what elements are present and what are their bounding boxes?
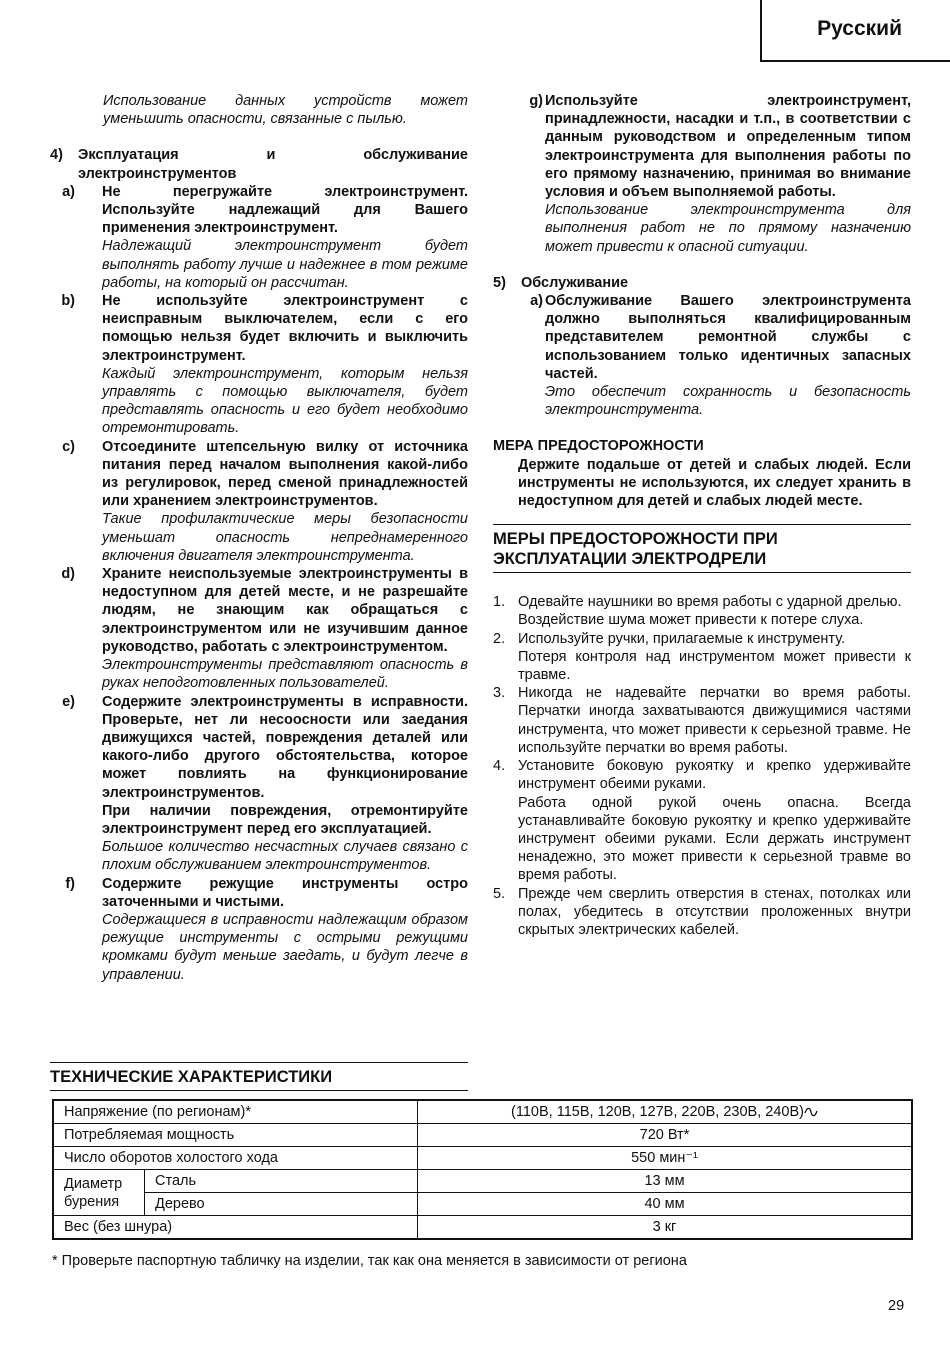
drill-diameter-label: Диаметр бурения: [53, 1170, 145, 1216]
intro-paragraph: Использование данных устройств может уменьшить опасности, связанные с пылью.: [103, 93, 468, 128]
item-letter: a): [62, 183, 75, 200]
list-item-text-2: Воздействие шума может привести к потере слуха.: [518, 612, 864, 629]
section-4-item: [50, 183, 468, 292]
list-item-number: 4.: [493, 758, 506, 775]
ac-symbol-icon: [804, 1107, 818, 1117]
power-label: Потребляемая мощность: [53, 1124, 418, 1147]
precaution-block: [493, 437, 911, 510]
footnote: * Проверьте паспортную табличку на изделии, так как она меняется в зависимости от региона: [52, 1253, 687, 1269]
section-4-heading: 4) Эксплуатация и обслуживание: [50, 147, 468, 164]
list-item: [493, 684, 911, 757]
voltage-label: Напряжение (по регионам)*: [53, 1100, 418, 1124]
item-letter: e): [62, 693, 75, 710]
item-g-bold: Используйте электроинструмент, принадлежности, насадки и т.п., в соответствии с данным руководством и определенным типом электроинструмента для выполнения работы по его прямому назначению, принимая во внимание условия и объем выполняемой работы.: [545, 93, 911, 201]
power-value: 720 Вт*: [418, 1124, 913, 1147]
list-item: [493, 593, 911, 629]
list-item-text: Используйте ручки, прилагаемые к инструменту.: [518, 630, 846, 647]
item-bold-text: Отсоедините штепсельную вилку от источника питания перед началом выполнения какой-либо из регулировок, перед сменой принадлежностей или хранением электроинструментов.: [102, 438, 468, 510]
table-row: [53, 1216, 912, 1240]
page-number: 29: [888, 1298, 905, 1314]
table-row: [53, 1170, 912, 1193]
item-bold-text: Содержите электроинструменты в исправности. Проверьте, нет ли несоосности или заедания движущихся частей, повреждения деталей или какого-либо другого обстоятельства, которое может повлиять на функционирование электроинструментов.: [102, 693, 468, 801]
section-4-item: [50, 875, 468, 984]
drill-safety-title: МЕРЫ ПРЕДОСТОРОЖНОСТИ ПРИ ЭКСПЛУАТАЦИИ ЭЛЕКТРОДРЕЛИ: [493, 524, 911, 573]
item-bold-text: Содержите режущие инструменты остро заточенными и чистыми.: [102, 875, 468, 910]
section-4-item: [50, 565, 468, 692]
item-italic-text: Такие профилактические меры безопасности уменьшат опасность непреднамеренного включения двигателя электроинструмента.: [102, 511, 468, 564]
section-4: [50, 146, 468, 983]
item-italic-text: Электроинструменты представляют опасность в руках неподготовленных пользователей.: [102, 657, 468, 692]
item-letter: b): [61, 293, 75, 310]
language-tab: [760, 0, 950, 62]
item-letter: d): [61, 566, 75, 583]
list-item: [493, 757, 911, 884]
section-4-item: [50, 693, 468, 875]
speed-value: 550 мин⁻¹: [418, 1147, 913, 1170]
wood-label: Дерево: [145, 1193, 418, 1216]
item-italic-text: Большое количество несчастных случаев связано с плохим обслуживанием электроинструментов.: [102, 839, 468, 874]
left-column: [50, 92, 468, 1002]
list-item-number: 2.: [493, 630, 506, 647]
item-bold-text: Не перегружайте электроинструмент. Используйте надлежащий для Вашего применения электроинструмент.: [102, 183, 468, 237]
steel-label: Сталь: [145, 1170, 418, 1193]
list-item-text: Установите боковую рукоятку и крепко удерживайте инструмент обеими руками.: [518, 758, 911, 793]
list-item-number: 1.: [493, 594, 506, 611]
weight-value: 3 кг: [418, 1216, 913, 1240]
section-5-title: Обслуживание: [521, 274, 629, 291]
specifications-title: ТЕХНИЧЕСКИЕ ХАРАКТЕРИСТИКИ: [50, 1062, 468, 1091]
section-4-title-line1: Эксплуатация и обслуживание: [78, 147, 468, 164]
item-g: g) Используйте электроинструмент, принадлежности, насадки и т.п., в соответствии с данным руководством и определенным типом электроинструмента для выполнения работы по его прямому назначению, принимая во внимание условия и объем выполняемой работы. Использование электроинструмента для выполнения работ не по прямому назначению может привести к опасной ситуации.: [529, 93, 911, 255]
language-label: Русский: [817, 17, 902, 40]
item-bold-text: Храните неиспользуемые электроинструменты в недоступном для детей месте, и не разрешайте людям, не знающим как обращаться с электроинструментом или не изучившим данное руководство, работать с электроинструментом.: [102, 566, 468, 655]
item-italic-text: Надлежащий электроинструмент будет выполнять работу лучше и надежнее в том режиме работы, на который он рассчитан.: [102, 238, 468, 291]
list-item-text: Одевайте наушники во время работы с ударной дрелью.: [518, 594, 902, 611]
item-letter: c): [62, 438, 75, 455]
list-item: [493, 630, 911, 685]
item-italic-text: Содержащиеся в исправности надлежащим образом режущие инструменты с острыми режущими кромками будут меньше заедать, и будут легче в управлении.: [102, 911, 468, 983]
table-row: [53, 1124, 912, 1147]
list-item-number: 3.: [493, 685, 506, 702]
section-4-item: [50, 438, 468, 565]
section-5-a-italic: Это обеспечит сохранность и безопасность электроинструмента.: [545, 384, 911, 419]
item-g-italic: Использование электроинструмента для выполнения работ не по прямому назначению может привести к опасной ситуации.: [545, 202, 911, 255]
item-bold-text: Не используйте электроинструмент с неисправным выключателем, если с его помощью нельзя будет включить и выключить электроинструмент.: [102, 293, 468, 364]
right-column: [493, 92, 911, 939]
section-4-title-line2: электроинструментов: [78, 165, 237, 182]
list-item-text-2: Работа одной рукой очень опасна. Всегда устанавливайте боковую рукоятку и крепко удерживайте инструмент обеими руками. Если держать инструмент ненадежно, это может привести к серьезной травме во время работы.: [518, 794, 911, 884]
table-row: [53, 1193, 912, 1216]
list-item: [493, 885, 911, 940]
list-item-text-2: Потеря контроля над инструментом может привести к травме.: [518, 648, 911, 684]
list-item-text: Никогда не надевайте перчатки во время работы. Перчатки иногда захватываются движущимися частями инструмента, что может привести к серьезной травме. Не используйте перчатки во время работы.: [518, 685, 911, 756]
steel-value: 13 мм: [418, 1170, 913, 1193]
wood-value: 40 мм: [418, 1193, 913, 1216]
drill-safety-list: [493, 593, 911, 939]
list-item-number: 5.: [493, 885, 506, 902]
table-row: [53, 1147, 912, 1170]
item-letter: f): [65, 875, 75, 892]
list-item-text: Прежде чем сверлить отверстия в стенах, потолках или полах, убедитесь в отсутствии проложенных внутри скрытых электрических кабелей.: [518, 885, 911, 938]
table-row: [53, 1100, 912, 1124]
weight-label: Вес (без шнура): [53, 1216, 418, 1240]
specifications-table: [52, 1099, 913, 1240]
voltage-value: (110В, 115В, 120В, 127В, 220В, 230В, 240В): [418, 1100, 913, 1124]
item-bold-text-2: При наличии повреждения, отремонтируйте электроинструмент перед его эксплуатацией.: [102, 802, 468, 837]
item-italic-text: Каждый электроинструмент, которым нельзя управлять с помощью выключателя, будет представлять опасность и его будет необходимо отремонтировать.: [102, 365, 468, 437]
section-5-a-bold: Обслуживание Вашего электроинструмента должно выполняться квалифицированным представителем ремонтной службы с использованием только идентичных запасных частей.: [545, 293, 911, 382]
section-5: 5) Обслуживание a) Обслуживание Вашего электроинструмента должно выполняться квалифицированным представителем ремонтной службы с использованием только идентичных запасных частей. Это обеспечит сохранность и безопасность электроинструмента.: [493, 274, 911, 419]
precaution-body: Держите подальше от детей и слабых людей. Если инструменты не используются, их следует хранить в недоступном для детей и слабых людей месте.: [518, 456, 911, 510]
section-4-item: [50, 292, 468, 438]
speed-label: Число оборотов холостого хода: [53, 1147, 418, 1170]
precaution-title: МЕРА ПРЕДОСТОРОЖНОСТИ: [493, 438, 704, 455]
